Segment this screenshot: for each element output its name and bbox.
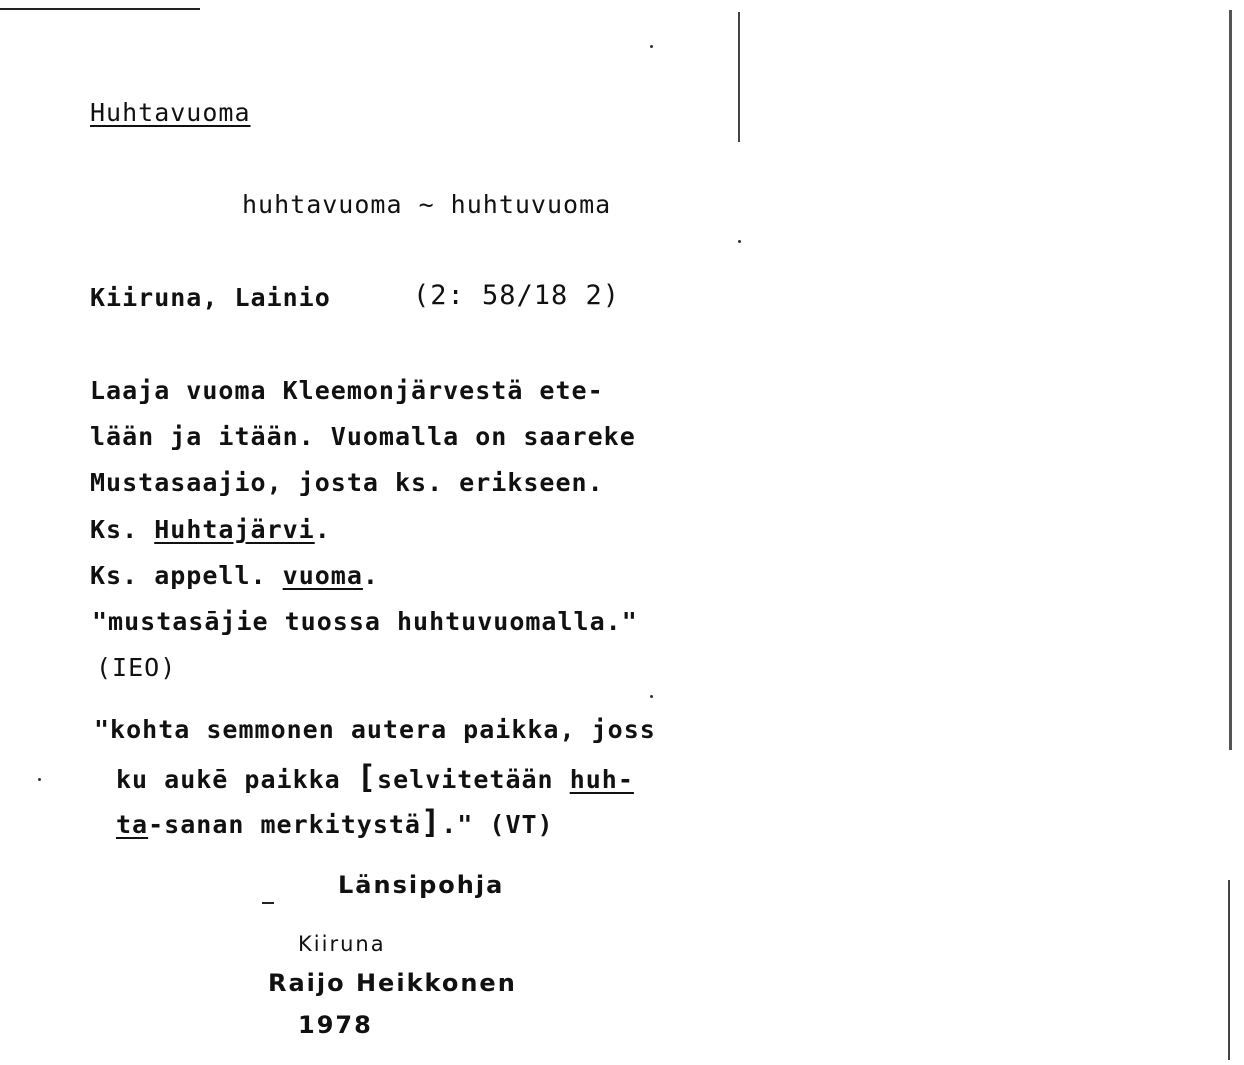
speck [38,778,41,781]
cross-ref-link-vuoma[interactable]: vuoma [282,561,363,590]
cross-ref-link-huhtajarvi[interactable]: Huhtajärvi [154,515,315,544]
crease-line [738,12,740,142]
word-link-huh: huh- [569,765,634,794]
description-line-3: Mustasaajio, josta ks. erikseen. [90,468,604,497]
quote-1: "mustasājie tuossa huhtuvuomalla." [92,607,638,636]
word-link-ta: ta [116,810,149,839]
location: Kiiruna, Lainio [90,283,331,312]
name-variants: huhtavuoma ~ huhtuvuoma [242,190,612,219]
reference-code: (2: 58/18 2) [413,280,621,311]
stamp-region: Länsipohja [338,871,505,899]
quote-2-source: ." (VT) [441,810,554,839]
editor-note-cont: -sanan merkitystä [148,810,421,839]
bracket-close: ] [420,803,442,841]
stamp-collector: Raijo Heikkonen [268,969,517,997]
quote-1-source: (IEO) [96,653,177,682]
cross-reference-2 [90,561,379,591]
description-line-1: Laaja vuoma Kleemonjärvestä ete- [90,376,604,405]
quote-2-line-3 [116,803,554,841]
cross-reference-1 [90,515,331,545]
speck [738,240,741,243]
quote-2-text: ku aukē paikka [116,765,341,794]
punct: . [314,515,331,544]
card-border-right [1229,10,1232,750]
bracket-open: [ [356,758,378,796]
card-border-right-lower [1228,880,1230,1060]
ks-appell-label: Ks. appell. [90,561,267,590]
speck [650,695,653,698]
card-edge-line-top [0,8,200,10]
ks-label: Ks. [90,515,139,544]
mark [262,902,274,904]
quote-2-line-1: "kohta semmonen autera paikka, joss [94,715,656,744]
punct: . [362,561,379,590]
speck [650,45,653,48]
stamp-year: 1978 [298,1011,373,1039]
description-line-2: lään ja itään. Vuomalla on saareke [90,422,636,451]
quote-2-line-2 [116,758,634,796]
card-title: Huhtavuoma [90,98,251,127]
editor-note: selvitetään [377,765,554,794]
stamp-place: Kiiruna [298,932,386,956]
